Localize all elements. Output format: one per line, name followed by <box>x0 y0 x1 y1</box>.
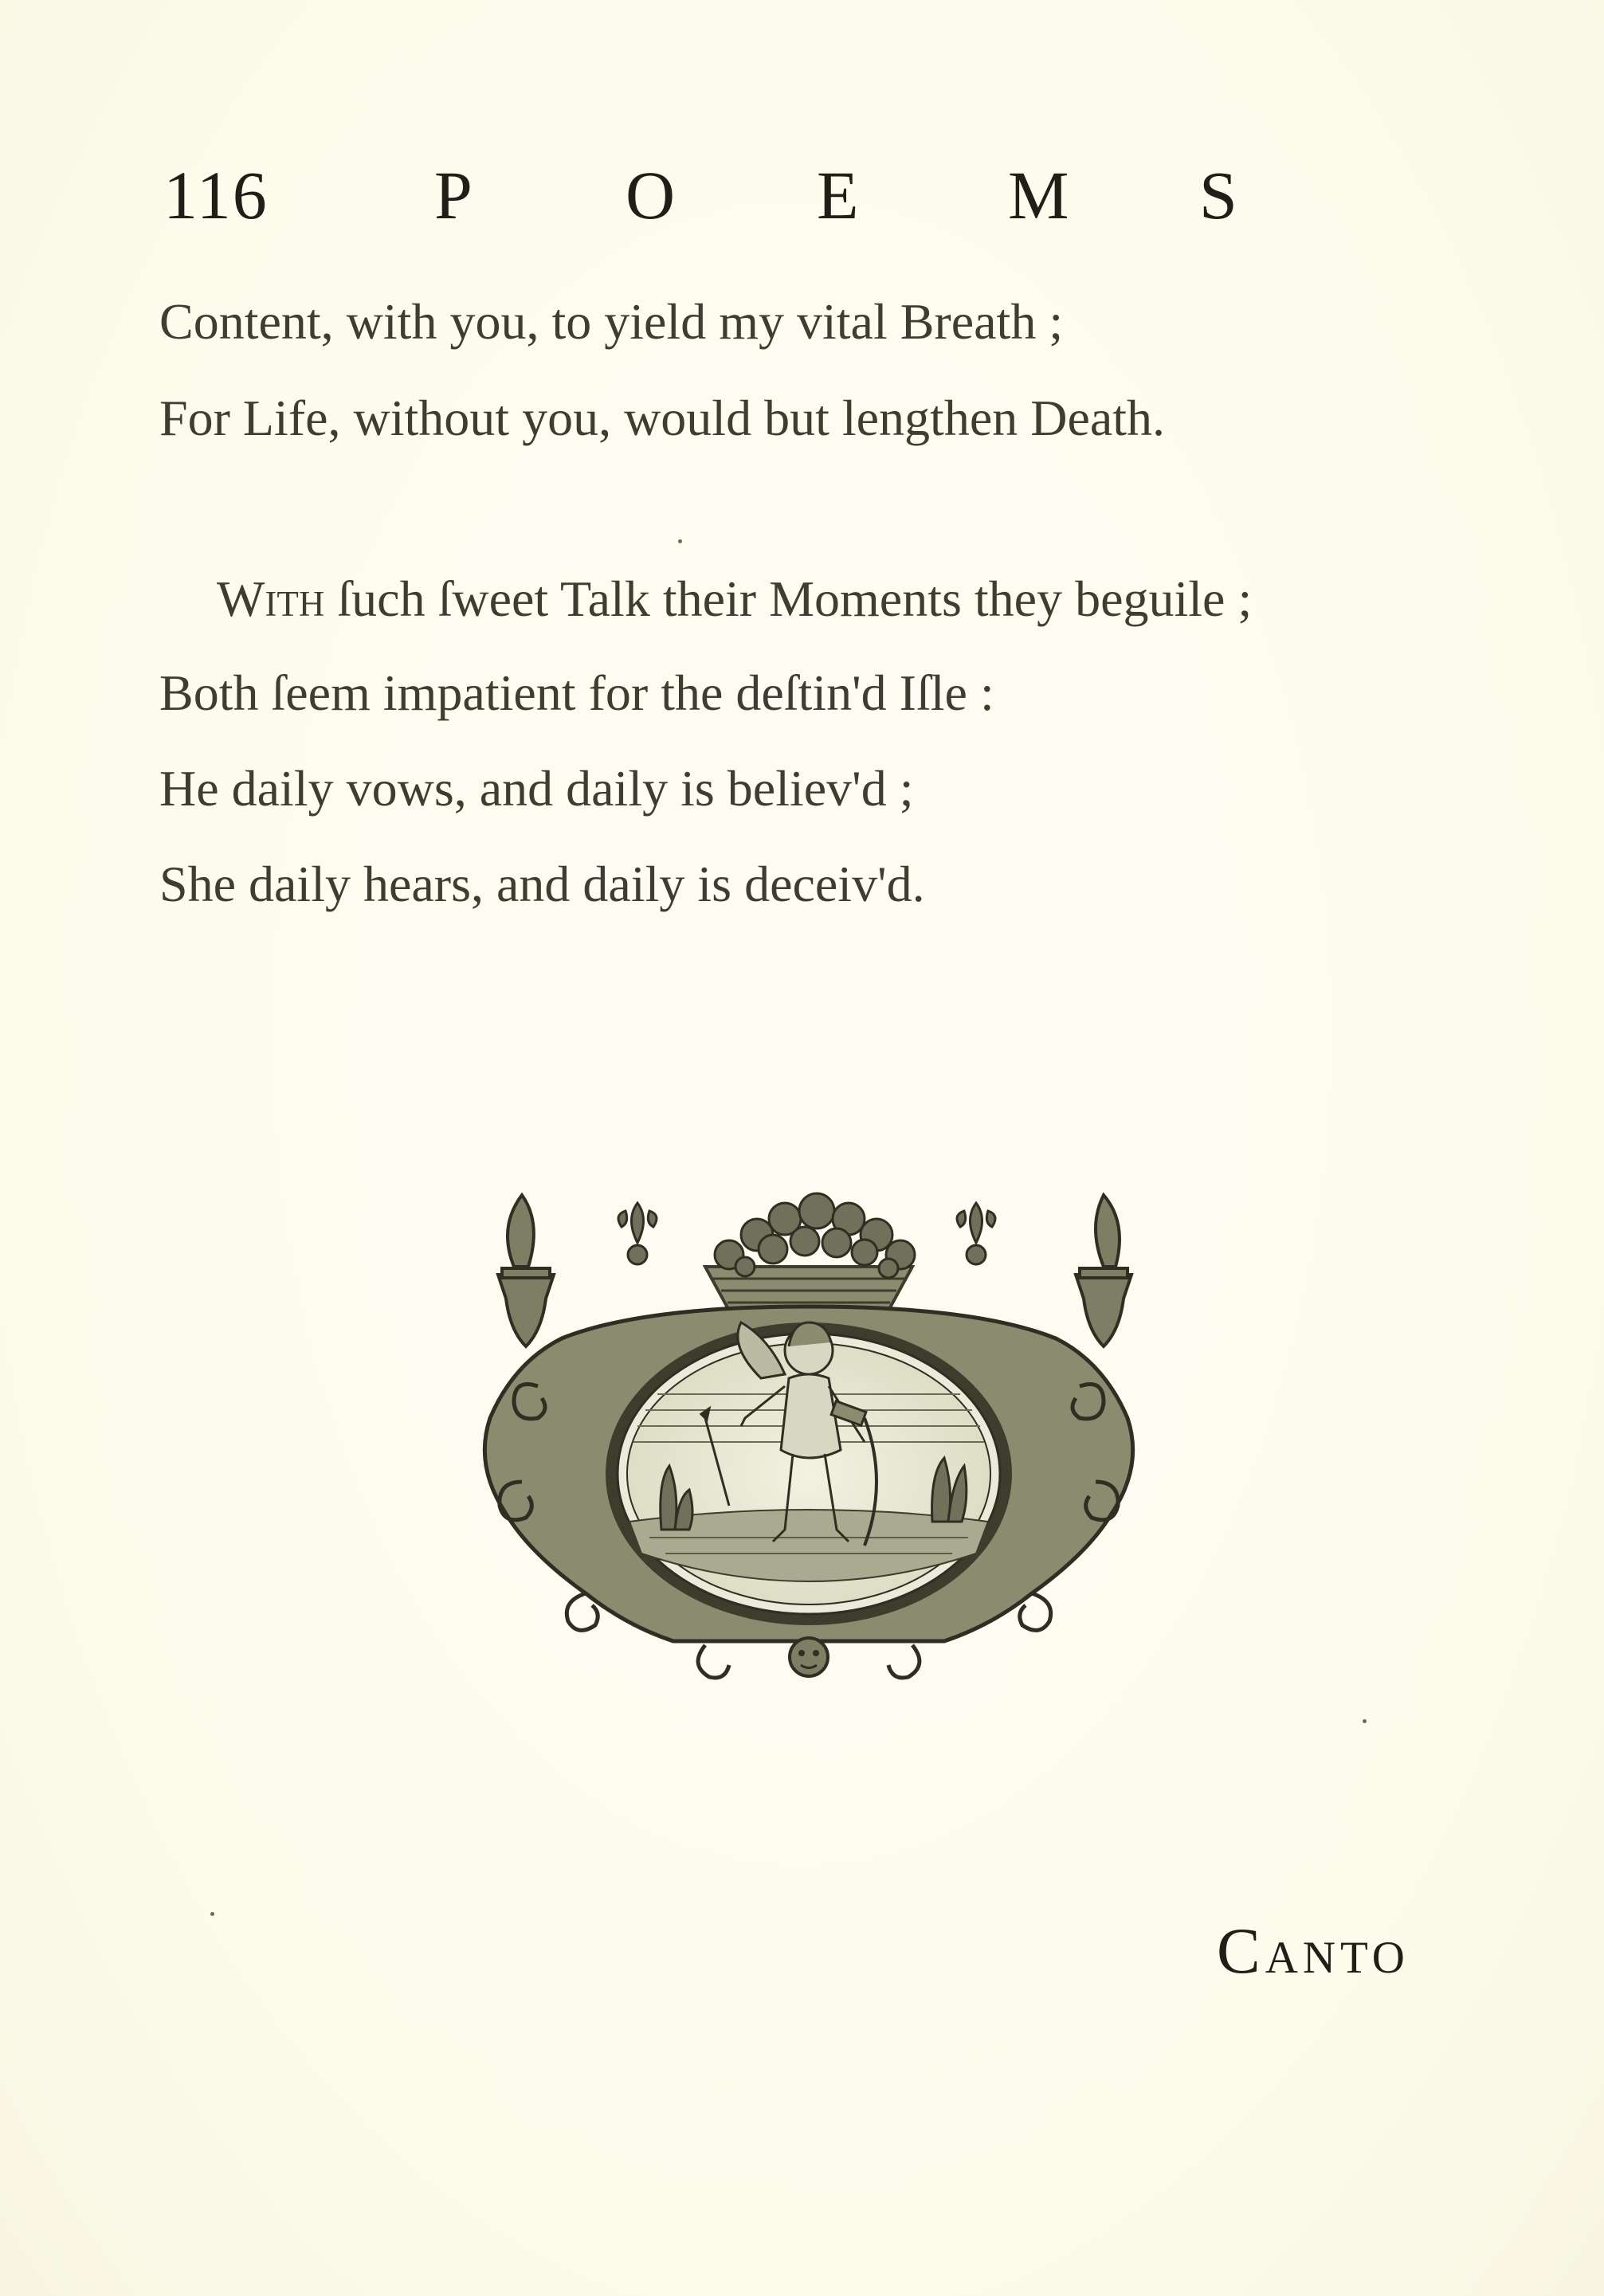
ink-speck <box>1363 1719 1367 1723</box>
verse-line: Content, with you, to yield my vital Breath ; <box>159 293 1064 350</box>
catchword: Canto <box>1217 1914 1410 1987</box>
stanza-opening-rest: ſuch ſweet Talk their Moments they beguile ; <box>324 570 1253 627</box>
verse-line: He daily vows, and daily is believ'd ; <box>159 760 914 817</box>
running-title <box>434 155 1390 235</box>
ink-speck <box>210 1912 214 1916</box>
cupid-vignette-icon <box>466 1179 1151 1689</box>
page-header <box>163 155 1237 235</box>
mask-icon <box>790 1638 828 1676</box>
running-title-letter: P <box>434 157 473 233</box>
verse-line-stanza-opening <box>217 570 1253 627</box>
running-title-letter: E <box>817 157 859 233</box>
fruit-basket-icon <box>705 1193 915 1311</box>
urn-left-icon <box>498 1195 554 1346</box>
page-number: 116 <box>163 157 269 233</box>
running-title-letter: O <box>626 157 676 233</box>
running-title-letter: M <box>1008 157 1069 233</box>
verse-line: She daily hears, and daily is deceiv'd. <box>159 856 925 912</box>
urn-right-icon <box>1076 1195 1131 1346</box>
verse-line: For Life, without you, would but lengthen Death. <box>159 390 1166 446</box>
stanza-opening-word: With <box>217 570 325 627</box>
running-title-letter: S <box>1199 157 1237 233</box>
verse-line: Both ſeem impatient for the deſtin'd Iſle : <box>159 664 994 721</box>
ink-speck <box>678 539 682 543</box>
